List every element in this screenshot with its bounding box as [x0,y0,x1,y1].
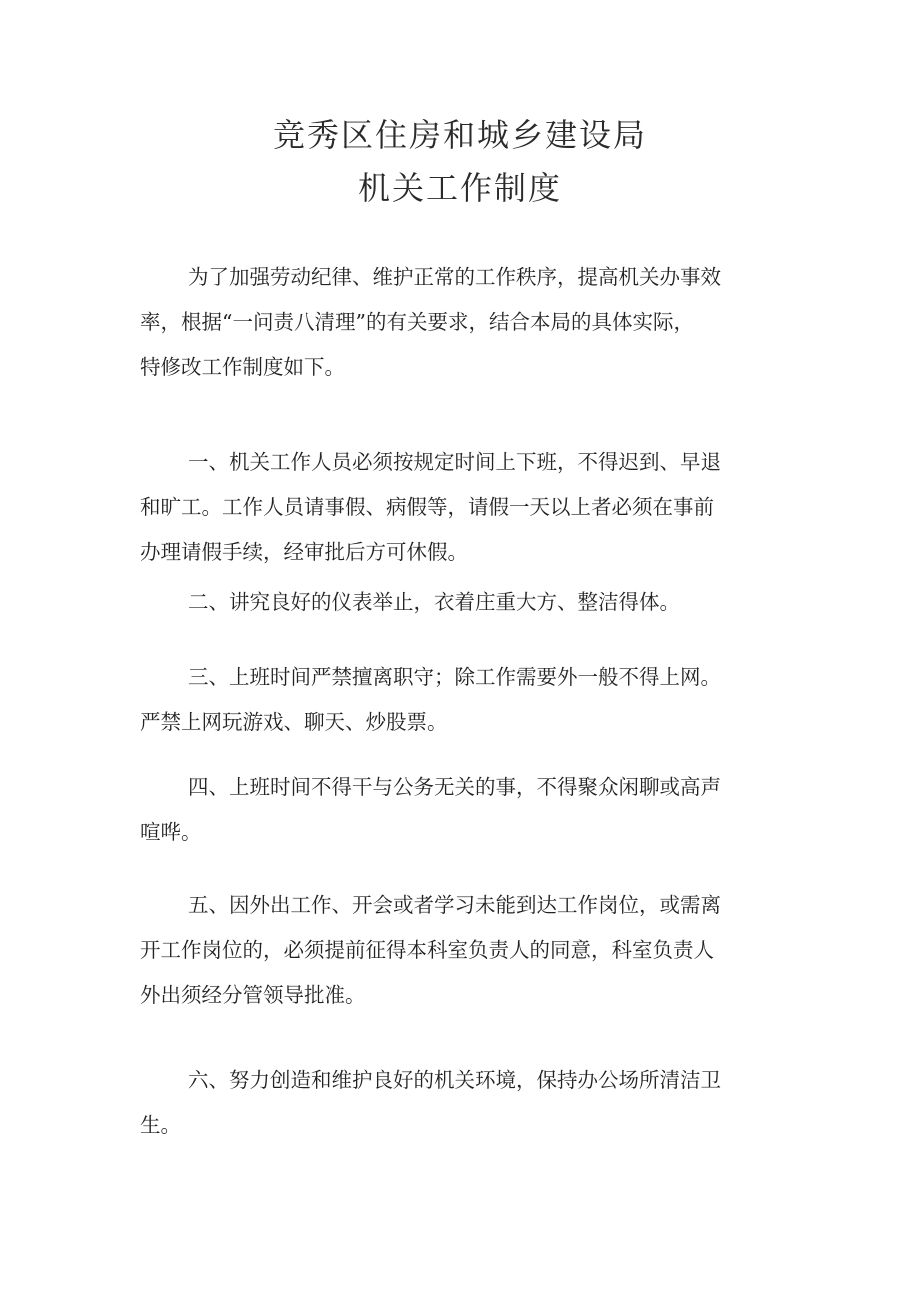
paragraph-line: 喧哗。 [140,820,202,844]
paragraph-intro [140,255,790,390]
paragraph-line: 外出须经分管领导批准。 [140,983,366,1007]
paragraph-line: 五、因外出工作、开会或者学习未能到达工作岗位，或需离 [188,893,721,917]
paragraph-line: 一、机关工作人员必须按规定时间上下班，不得迟到、早退 [188,450,721,474]
paragraph-line: 特修改工作制度如下。 [140,355,345,379]
paragraph-rule-1 [140,440,790,575]
paragraph-line: 办理请假手续，经审批后方可休假。 [140,540,468,564]
paragraph-line: 四、上班时间不得干与公务无关的事，不得聚众闲聊或高声 [188,775,721,799]
paragraph-rule-5 [140,883,790,1018]
paragraph-line: 三、上班时间严禁擅离职守；除工作需要外一般不得上网。 [188,665,721,689]
paragraph-rule-2 [140,580,790,625]
paragraph-line: 二、讲究良好的仪表举止，衣着庄重大方、整洁得体。 [188,590,680,614]
document-title-line-1: 竞秀区住房和城乡建设局 [272,116,647,154]
paragraph-rule-3 [140,655,790,745]
paragraph-line: 为了加强劳动纪律、维护正常的工作秩序，提高机关办事效 [188,265,721,289]
paragraph-rule-4 [140,765,790,855]
paragraph-line: 率，根据“一问责八清理”的有关要求，结合本局的具体实际， [140,310,694,334]
paragraph-line: 严禁上网玩游戏、聊天、炒股票。 [140,710,448,734]
paragraph-rule-6 [140,1058,790,1148]
paragraph-line: 和旷工。工作人员请事假、病假等，请假一天以上者必须在事前 [140,495,714,519]
paragraph-line: 六、努力创造和维护良好的机关环境，保持办公场所清洁卫 [188,1068,721,1092]
document-title-line-2: 机关工作制度 [357,169,562,207]
paragraph-line: 生。 [140,1113,181,1137]
paragraph-line: 开工作岗位的，必须提前征得本科室负责人的同意，科室负责人 [140,938,714,962]
